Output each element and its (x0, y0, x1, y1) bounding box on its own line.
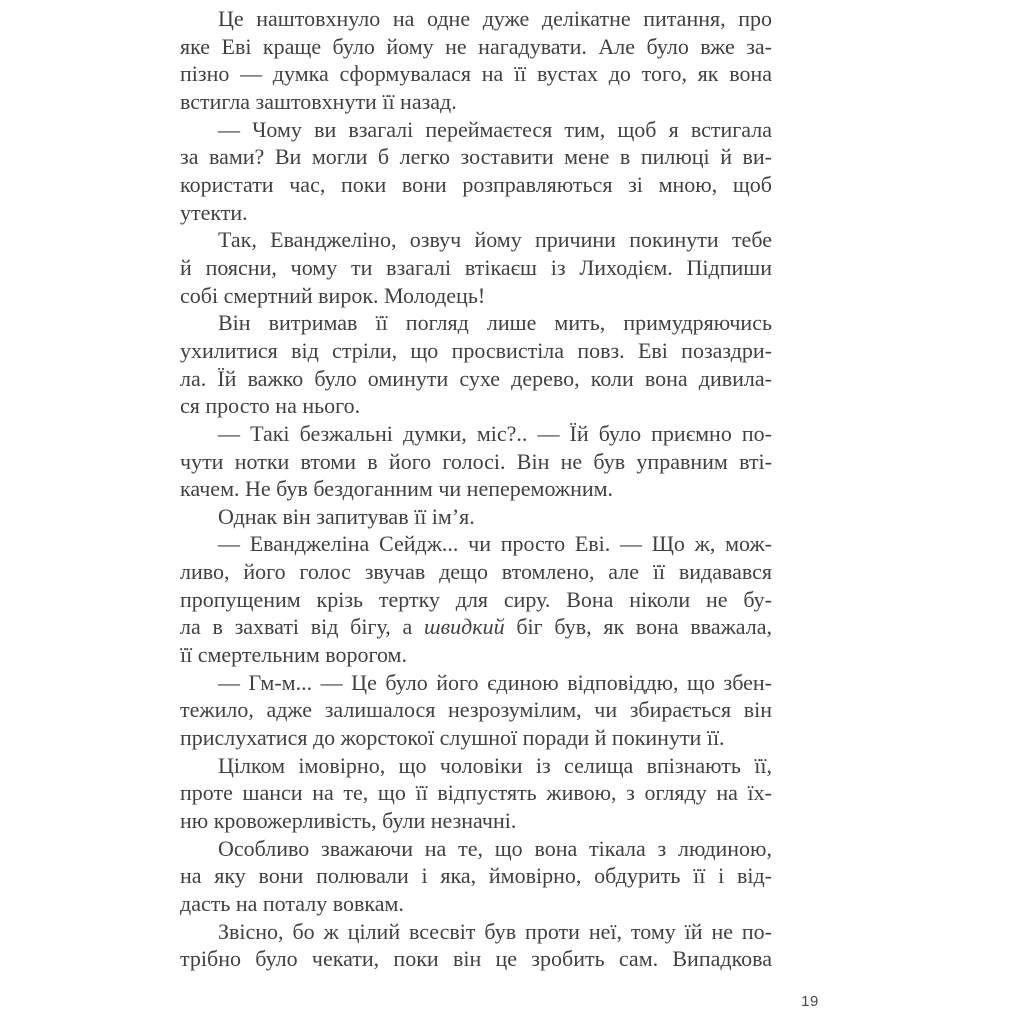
text-line: за вами? Ви могли б легко зоставити мене в пилюці й ви- (180, 144, 772, 170)
paragraph (180, 530, 772, 668)
text-line: качем. Не був бездоганним чи непереможним. (180, 476, 614, 502)
text-line: Особливо зважаючи на те, що вона тікала з людиною, (218, 835, 772, 861)
text-line: — Гм-м... — Це було його єдиною відповіддю, що збен- (218, 669, 772, 695)
paragraph (180, 226, 772, 309)
text-line: пізно — думка сформувалася на її вустах до того, як вона (180, 61, 772, 87)
text-line: — Такі безжальні думки, міс?.. — Їй було приємно по- (218, 420, 772, 446)
text-line: проте шанси на те, що її відпустять живою, з огляду на їх- (180, 780, 772, 806)
text-line: Однак він запитував її ім’я. (218, 503, 475, 529)
text-line: на яку вони полювали і яка, ймовірно, обдурить її і від- (180, 863, 772, 889)
text-line: ню кровожерливість, були незначні. (180, 808, 517, 834)
text-line: утекти. (180, 199, 248, 225)
text-line: ла в захваті від бігу, а швидкий біг був, як вона вважала, (180, 614, 772, 640)
text-line: ся просто на нього. (180, 393, 361, 419)
paragraph (180, 309, 772, 420)
text-line: Він витримав її погляд лише мить, примудряючись (218, 310, 772, 336)
text-line: Так, Еванджеліно, озвуч йому причини покинути тебе (218, 227, 772, 253)
text-line: пропущеним крізь тертку для сиру. Вона ніколи не бу- (180, 586, 772, 612)
text-line: Це наштовхнуло на одне дуже делікатне питання, про (218, 6, 772, 31)
text-line: ла. Їй важко було оминути сухе дерево, коли вона дивила- (180, 365, 772, 391)
text-line: — Еванджеліна Сейдж... чи просто Еві. — Що ж, мож- (218, 531, 772, 557)
paragraph (180, 420, 772, 503)
paragraph (180, 5, 772, 116)
text-line: ухилитися від стріли, що просвистіла повз. Еві позаздри- (180, 337, 772, 363)
paragraph (180, 116, 772, 227)
text-line: ливо, його голос звучав дещо втомлено, але її видавався (180, 559, 772, 585)
page-text-block (180, 5, 772, 973)
page-number: 19 (801, 993, 819, 1010)
paragraph (180, 752, 772, 835)
text-line: й поясни, чому ти взагалі втікаєш із Лиходієм. Підпиши (180, 254, 772, 280)
text-line: трібно було чекати, поки він це зробить сам. Випадкова (180, 946, 772, 972)
text-line: користати час, поки вони розправляються зі мною, щоб (180, 171, 772, 197)
text-line: Звісно, бо ж цілий всесвіт був проти неї, тому їй не по- (218, 918, 772, 944)
text-line: тежило, адже залишалося незрозумілим, чи збирається він (180, 697, 772, 723)
text-line: яке Еві краще було йому не нагадувати. Але було вже за- (180, 33, 772, 59)
text-line: собі смертний вирок. Молодець! (180, 282, 486, 308)
paragraph (180, 918, 772, 973)
text-line: її смертельним ворогом. (180, 642, 407, 668)
paragraph (180, 669, 772, 752)
text-line: дасть на поталу вовкам. (180, 891, 404, 916)
text-line: Цілком імовірно, що чоловіки із селища впізнають її, (218, 752, 772, 778)
text-line: — Чому ви взагалі переймаєтеся тим, щоб я встигала (218, 116, 772, 142)
paragraph (180, 503, 772, 531)
text-line: прислухатися до жорстокої слушної поради й покинути її. (180, 725, 725, 751)
text-line: чути нотки втоми в його голосі. Він не був управним вті- (180, 448, 772, 474)
paragraph (180, 835, 772, 918)
text-line: встигла заштовхнути її назад. (180, 88, 457, 114)
